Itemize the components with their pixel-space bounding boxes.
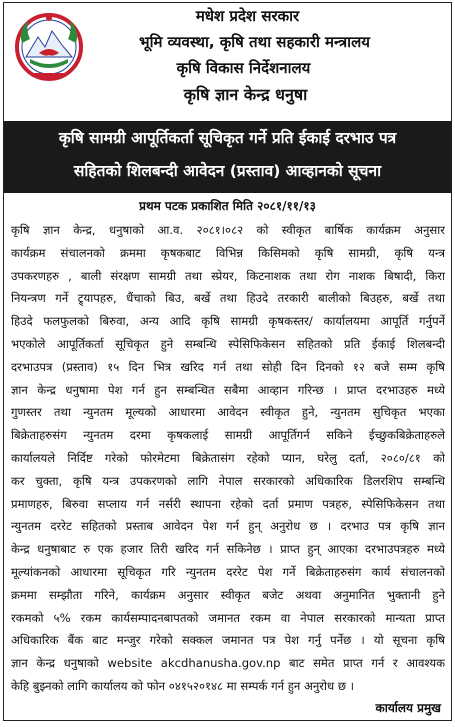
province-name: मधेश प्रदेश सरकार bbox=[195, 7, 300, 25]
publication-date: प्रथम पटक प्रकाशित मिति २०८१/११/१३ bbox=[139, 199, 316, 213]
body-line: बिक्रेताहरुसंग न्युनतम दरमा कृषकलाई सामग्री आपूर्तिगर्न सकिने ईच्छुकबिक्रेताहरुले bbox=[11, 428, 445, 443]
body-line: अधिकारिक बैंक बाट मन्जुर गरेको सक्कल जमानत पत्र पेश गर्नु पर्नेछ । यो सूचना कृषि bbox=[11, 633, 445, 648]
body-line: कार्यक्रम संचालनको क्रममा कृषकबाट विभिन्न किसिमको कृषि सामग्री, कृषि यन्त्र bbox=[11, 245, 445, 260]
body-line: केन्द्र धनुषाबाट रु एक हजार तिरी खरिद गर्न सकिनेछ । प्राप्त हुन् आएका दरभाउपत्रहरु मध्ये bbox=[11, 542, 445, 557]
body-line: कृषि ज्ञान केन्द्र, धनुषाको आ.व. २०८१।०८२ को स्वीकृत बार्षिक कार्यक्रम अनुसार bbox=[11, 223, 445, 237]
notice-title-line-2: सहितको शिलबन्दी आवेदन (प्रस्ताव) आव्हानको सूचना bbox=[73, 161, 382, 180]
body-line: मूल्यांकनको आधारमा सूचिकृत गरि न्युनतम दररेट पेश गर्ने बिक्रेताहरुसंग कार्य संचालनको bbox=[11, 564, 445, 579]
body-line: गुणस्तर तथा न्युनतम मूल्यको आधारमा आवेदन स्वीकृत हुने, न्युनतम सुचिकृत भएका bbox=[11, 405, 445, 420]
body-line: केहि बुझ्नको लागि कार्यालय को फोन ०४१५२०१४८ मा सम्पर्क गर्न हुन अनुरोध छ । bbox=[11, 678, 355, 693]
body-line: हिउदे फलफुलको बिरुवा, अन्य आदि कृषि सामग्री कृषकस्तर/ कार्यालयमा आपूर्ति गर्नुपर्ने bbox=[11, 314, 445, 329]
body-line: ज्ञान केन्द्र धनुषाको website akcdhanusha.gov.np बाट समेत प्राप्त गर्न र आवश्यक bbox=[11, 656, 445, 671]
ministry-name: भूमि व्यवस्था, कृषि तथा सहकारी मन्त्रालय bbox=[139, 33, 370, 51]
body-line: क्रममा सम्झौता गरिने, कार्यक्रम अनुसार स्वीकृत बजेट अथवा अनुमानित भुक्तानी हुने bbox=[11, 587, 445, 602]
body-line: कर चुक्ता, कृषि यन्त्र उपकरणको लागि नेपाल सरकारको अधिकारिक डिलरशिप सम्बन्धि bbox=[11, 473, 445, 488]
notice-title bbox=[4, 121, 451, 193]
notice-body bbox=[11, 219, 445, 698]
body-line: उपकरणहरु , बाली संरक्षण सामग्री तथा स्प्रेयर, किटनाशक तथा रोग नाशक बिषादी, किरा bbox=[11, 268, 445, 283]
directorate-name: कृषि विकास निर्देशनालय bbox=[176, 59, 311, 77]
body-line: दरभाउपत्र (प्रस्ताव) १५ दिन भित्र खरिद गर्न तथा सोही दिन दिनको १२ बजे सम्म कृषि bbox=[11, 359, 445, 374]
notice-page bbox=[3, 2, 452, 721]
signature: कार्यालय प्रमुख bbox=[375, 701, 441, 715]
body-line: कार्यालयले निर्दिष्ट गरेको फोरमेटमा बिक्रेतासंग रहेको प्यान, घरेलु दर्ता, २०८०/८१ को bbox=[11, 450, 445, 465]
body-line: रकमको ५% रकम कार्यसम्पादनबापतको जमानत रकम वा नेपाल सरकारको मान्यता प्राप्त bbox=[11, 610, 445, 625]
body-line: नियन्त्रण गर्ने ट्र्यापहरु, धैंचाको बिउ, बर्खे तथा हिउदे तरकारी बालीको बिउहरु, बर्खे तथा bbox=[11, 291, 445, 306]
body-line: न्युनतम दररेट सहितको प्रस्ताब आवेदन पेश गर्न हुन् अनुरोध छ । दरभाउ पत्र कृषि ज्ञान bbox=[11, 519, 445, 534]
body-line: प्रमाणहरु, बिरुवा सप्लाय गर्न नर्सरी स्थापना रहेको दर्ता प्रमाण पत्रहरु, स्पेसिफिकेसन तथा bbox=[11, 496, 445, 511]
letterhead bbox=[4, 3, 451, 121]
body-line: भएकोले आपूर्तिकर्ता सूचिकृत हुने सम्बन्धि स्पेसिफिकेसन सहितको प्रति ईकाई शिलबन्दी bbox=[11, 336, 445, 351]
body-line: ज्ञान केन्द्र धनुषामा पेश गर्न हुन सम्बन्धित सबैमा आव्हान गरिन्छ । प्राप्त दरभाउहरु मध्ये bbox=[11, 382, 445, 397]
notice-title-line-1: कृषि सामग्री आपूर्तिकर्ता सूचिकृत गर्ने प्रति ईकाई दरभाउ पत्र bbox=[58, 129, 397, 147]
office-name: कृषि ज्ञान केन्द्र धनुषा bbox=[183, 85, 308, 104]
